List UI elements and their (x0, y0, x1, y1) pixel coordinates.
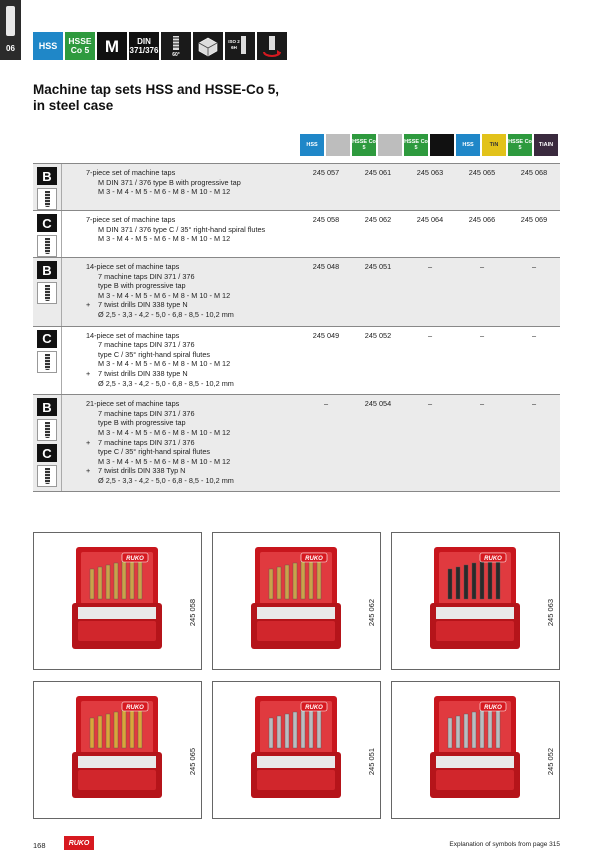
material-badge: HSS (300, 134, 324, 156)
description-text: 7 twist drills DIN 338 Typ N (98, 466, 186, 476)
tap-icon (6, 6, 15, 36)
article-number: 245 062 (364, 215, 392, 224)
tap-form-icon (37, 235, 57, 257)
column-header (300, 134, 352, 156)
steel-case-image (430, 696, 520, 810)
svg-text:ISO 2: ISO 2 (228, 39, 240, 44)
description-line: Ø 2,5 - 3,3 - 4,2 - 5,0 - 6,8 - 8,5 - 10,2 mm (98, 378, 234, 388)
description-line: 14-piece set of machine taps (86, 262, 180, 271)
table-row (33, 211, 560, 258)
description-line: 7 machine taps DIN 371 / 376 (98, 340, 195, 350)
plus-sign: + (86, 437, 91, 447)
description-line (86, 369, 300, 379)
material-badge: HSS (456, 134, 480, 156)
article-number: 245 051 (364, 262, 392, 271)
description-text: 7 twist drills DIN 338 type N (98, 300, 188, 310)
article-number: 245 048 (312, 262, 340, 271)
tap-type-column (33, 211, 62, 257)
description-line (86, 300, 300, 310)
description-line: M 3 - M 4 - M 5 - M 6 - M 8 - M 10 - M 12 (98, 359, 231, 369)
material-badge: HSSE Co 5 (352, 134, 376, 156)
tap-form-icon (37, 282, 57, 304)
article-number: – (531, 330, 537, 340)
table-row (33, 258, 560, 327)
article-number: – (427, 399, 433, 409)
metric-thread-badge: M (97, 32, 127, 60)
material-badge: HSSE Co 5 (404, 134, 428, 156)
product-photo (391, 532, 560, 670)
tap-type-letter: B (37, 167, 57, 185)
description-line: M DIN 371 / 376 type C / 35° right-hand spiral flutes (98, 224, 266, 234)
tap-form-icon (37, 188, 57, 210)
article-numbers (300, 211, 560, 257)
chapter-tab (0, 0, 21, 60)
set-description (62, 164, 300, 210)
steel-case-image (430, 547, 520, 661)
thread-angle-icon (161, 32, 191, 60)
article-number: 245 054 (364, 399, 392, 409)
column-header (456, 134, 508, 156)
page-number: 168 (33, 841, 46, 850)
description-line: 7-piece set of machine taps (86, 168, 176, 177)
tap-type-column (33, 164, 62, 210)
case-logo: RUKO (484, 556, 502, 562)
tap-type-letter: C (37, 330, 57, 348)
coating-swatch (378, 134, 402, 156)
material-badge: HSSE Co 5 (508, 134, 532, 156)
tap-type-column (33, 327, 62, 395)
tap-type-letter: C (37, 214, 57, 232)
article-number: – (479, 330, 485, 340)
steel-case-image (72, 696, 162, 810)
steel-case-image (251, 547, 341, 661)
photo-article-number: 245 051 (367, 748, 376, 776)
description-line: 14-piece set of machine taps (86, 330, 180, 340)
photo-article-number: 245 063 (546, 599, 555, 627)
article-number: 245 052 (364, 330, 392, 340)
plus-sign: + (86, 368, 91, 378)
case-logo: RUKO (484, 705, 502, 711)
tap-type-column (33, 395, 62, 491)
column-header (404, 134, 456, 156)
din-badge: DIN 371/376 (129, 32, 159, 60)
page-title: Machine tap sets HSS and HSSE-Co 5, in steel case (33, 82, 280, 113)
table-row (33, 327, 560, 396)
description-line: M 3 - M 4 - M 5 - M 6 - M 8 - M 10 - M 12 (98, 456, 231, 466)
description-line: type B with progressive tap (98, 418, 186, 428)
case-logo: RUKO (126, 556, 144, 562)
article-numbers (300, 395, 560, 491)
article-number: 245 057 (312, 168, 340, 177)
coating-swatch: TiAlN (534, 134, 558, 156)
coating-swatch (326, 134, 350, 156)
article-number: 245 069 (520, 215, 548, 224)
iso-tolerance-icon (225, 32, 255, 60)
svg-text:6H: 6H (231, 45, 237, 50)
description-line (86, 438, 300, 448)
description-line: Ø 2,5 - 3,3 - 4,2 - 5,0 - 6,8 - 8,5 - 10,2 mm (98, 309, 234, 319)
description-line: 7-piece set of machine taps (86, 215, 176, 224)
description-line: type C / 35° right-hand spiral flutes (98, 447, 211, 457)
svg-text:60°: 60° (172, 52, 180, 58)
article-number: 245 063 (416, 168, 444, 177)
article-number: – (427, 262, 433, 271)
article-number: 245 064 (416, 215, 444, 224)
set-description (62, 258, 300, 326)
coating-swatch: TiN (482, 134, 506, 156)
footer-note: Explanation of symbols from page 315 (449, 841, 560, 848)
article-numbers (300, 164, 560, 210)
photo-article-number: 245 062 (367, 599, 376, 627)
coating-swatch (430, 134, 454, 156)
article-numbers (300, 258, 560, 326)
description-line: M DIN 371 / 376 type B with progressive tap (98, 177, 241, 187)
description-line: M 3 - M 4 - M 5 - M 6 - M 8 - M 10 - M 12 (98, 234, 231, 244)
article-number: 245 065 (468, 168, 496, 177)
product-photo (212, 532, 381, 670)
case-logo: RUKO (305, 556, 323, 562)
table-row (33, 164, 560, 211)
article-number: – (531, 399, 537, 409)
description-line: M 3 - M 4 - M 5 - M 6 - M 8 - M 10 - M 12 (98, 427, 231, 437)
right-hand-rotation-icon (257, 32, 287, 60)
description-line: 7 machine taps DIN 371 / 376 (98, 408, 195, 418)
ruko-logo: RUKO (64, 836, 94, 850)
steel-case-icon (193, 32, 223, 60)
tap-type-column (33, 258, 62, 326)
tap-form-icon (37, 465, 57, 487)
article-number: 245 058 (312, 215, 340, 224)
description-line (86, 466, 300, 476)
article-number: 245 061 (364, 168, 392, 177)
description-line: M 3 - M 4 - M 5 - M 6 - M 8 - M 10 - M 12 (98, 290, 231, 300)
tap-type-letter: B (37, 261, 57, 279)
hsse-badge: HSSE Co 5 (65, 32, 95, 60)
column-header (352, 134, 404, 156)
case-logo: RUKO (126, 705, 144, 711)
article-number: 245 066 (468, 215, 496, 224)
product-photo (33, 532, 202, 670)
description-line: M 3 - M 4 - M 5 - M 6 - M 8 - M 10 - M 12 (98, 187, 231, 197)
case-logo: RUKO (305, 705, 323, 711)
description-line: Ø 2,5 - 3,3 - 4,2 - 5,0 - 6,8 - 8,5 - 10,2 mm (98, 475, 234, 485)
article-number: – (531, 262, 537, 271)
product-table (33, 163, 560, 492)
description-line: 7 machine taps DIN 371 / 376 (98, 271, 195, 281)
photo-article-number: 245 058 (188, 599, 197, 627)
article-number: 245 068 (520, 168, 548, 177)
steel-case-image (251, 696, 341, 810)
column-header (508, 134, 560, 156)
tap-form-icon (37, 351, 57, 373)
product-photo (391, 681, 560, 819)
symbol-bar (33, 32, 287, 60)
tap-form-icon (37, 419, 57, 441)
chapter-number: 06 (6, 44, 15, 53)
description-text: 7 machine taps DIN 371 / 376 (98, 437, 195, 447)
table-row (33, 395, 560, 492)
plus-sign: + (86, 466, 91, 476)
tap-type-letter: C (37, 444, 57, 462)
steel-case-image (72, 547, 162, 661)
article-number: – (479, 262, 485, 271)
column-headers (300, 134, 560, 156)
article-number: – (427, 330, 433, 340)
product-photo (212, 681, 381, 819)
description-text: 7 twist drills DIN 338 type N (98, 368, 188, 378)
photo-article-number: 245 052 (546, 748, 555, 776)
set-description (62, 327, 300, 395)
hss-badge: HSS (33, 32, 63, 60)
plus-sign: + (86, 300, 91, 310)
description-line: 21-piece set of machine taps (86, 399, 180, 409)
article-number: – (479, 399, 485, 409)
set-description (62, 211, 300, 257)
tap-type-letter: B (37, 398, 57, 416)
photo-article-number: 245 065 (188, 748, 197, 776)
article-numbers (300, 327, 560, 395)
description-line: type B with progressive tap (98, 281, 186, 291)
article-number: – (323, 399, 329, 409)
description-line: type C / 35° right-hand spiral flutes (98, 349, 211, 359)
set-description (62, 395, 300, 491)
article-number: 245 049 (312, 330, 340, 340)
product-photo (33, 681, 202, 819)
